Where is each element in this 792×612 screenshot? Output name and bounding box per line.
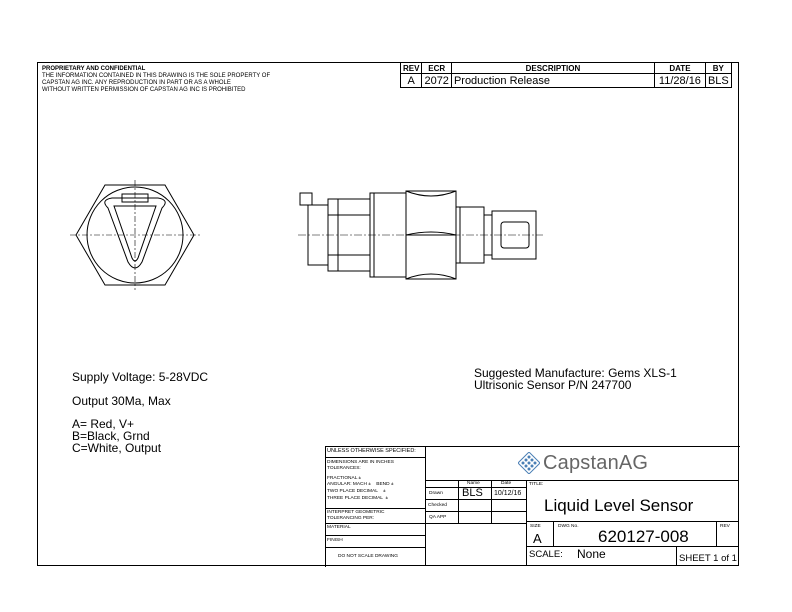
connector-body: [328, 199, 370, 271]
finish-label: FINISH: [327, 538, 343, 543]
dwg-no-label: DWG No.: [558, 524, 579, 529]
by-cell: BLS: [705, 74, 731, 88]
nut-chamfer: [406, 274, 456, 279]
tb-line: [325, 535, 425, 536]
tb-divider: [425, 446, 426, 566]
part-number-note: Ultrisonic Sensor P/N 247700: [474, 378, 632, 392]
sheet-number: SHEET 1 of 1: [679, 553, 737, 564]
qa-label: QA APP: [429, 515, 447, 520]
revision-table: [400, 62, 732, 88]
scale-label: SCALE:: [529, 549, 563, 560]
dims-label: DIMENSIONS ARE IN INCHES: [327, 460, 394, 465]
drawn-date: 10/12/16: [494, 490, 522, 497]
proprietary-line: THE INFORMATION CONTAINED IN THIS DRAWING IS THE SOLE PROPERTY OF: [42, 73, 271, 79]
three-place-label: THREE PLACE DECIMAL ±: [327, 496, 389, 501]
rev-label: REV: [720, 524, 730, 529]
connector-latch: [300, 193, 312, 205]
tb-line: [676, 546, 677, 566]
material-label: MATERIAL: [327, 525, 351, 530]
name-header: Name: [467, 481, 480, 486]
proprietary-notice: [42, 66, 342, 94]
proprietary-title: PROPRIETARY AND CONFIDENTIAL: [42, 66, 146, 72]
tolerances-label: TOLERANCES:: [327, 466, 361, 471]
tb-line: [425, 523, 526, 524]
tb-line: [526, 521, 739, 522]
size-label: SIZE: [530, 524, 541, 529]
fractional-label: FRACTIONAL ±: [327, 476, 362, 481]
nut-chamfer: [406, 191, 456, 196]
tb-line: [553, 521, 554, 546]
drawing-title: Liquid Level Sensor: [544, 496, 694, 515]
ecr-header: ECR: [422, 63, 451, 74]
tb-line: [325, 523, 425, 524]
supply-voltage-note: Supply Voltage: 5-28VDC: [72, 370, 209, 384]
capstan-logo: [518, 449, 648, 477]
rev-cell: A: [401, 74, 422, 88]
unless-specified: UNLESS OTHERWISE SPECIFIED:: [327, 448, 416, 454]
manufacturer-note: Suggested Manufacture: Gems XLS-1: [474, 366, 677, 380]
tb-line: [526, 546, 739, 547]
sensor-side-view: [298, 185, 543, 285]
scale-value: None: [577, 547, 606, 561]
proprietary-line: CAPSTAN AG INC. ANY REPRODUCTION IN PART OR AS A WHOLE: [42, 80, 231, 86]
interpret-label: INTERPRET GEOMETRIC: [327, 510, 385, 515]
sensor-front-view: [70, 180, 200, 290]
title-label: TITLE:: [529, 482, 544, 487]
rev-header: REV: [401, 63, 422, 74]
proprietary-line: WITHOUT WRITTEN PERMISSION OF CAPSTAN AG INC IS PROHIBITED: [42, 87, 246, 93]
tb-line: [425, 499, 526, 500]
tb-line: [526, 480, 527, 566]
checked-label: Checked: [428, 503, 447, 508]
dwg-number: 620127-008: [598, 527, 689, 546]
tb-line: [325, 457, 425, 458]
drawn-name: BLS: [462, 487, 483, 499]
output-note: Output 30Ma, Max: [72, 394, 171, 408]
description-header: DESCRIPTION: [451, 63, 654, 74]
date-header: Date: [501, 481, 512, 486]
tb-line: [716, 521, 717, 546]
size-value: A: [533, 531, 542, 546]
date-header: DATE: [654, 63, 705, 74]
angular-label: ANGULAR: MACH ± BEND ±: [327, 482, 394, 487]
no-scale-label: DO NOT SCALE DRAWING: [338, 554, 398, 559]
date-cell: 11/28/16: [654, 74, 705, 88]
wire-c-note: C=White, Output: [72, 441, 162, 455]
two-place-label: TWO PLACE DECIMAL ±: [327, 489, 386, 494]
by-header: BY: [705, 63, 731, 74]
description-cell: Production Release: [451, 74, 654, 88]
wire-b-note: B=Black, Grnd: [72, 429, 150, 443]
tb-line: [425, 511, 526, 512]
wire-a-note: A= Red, V+: [72, 417, 135, 431]
tb-line: [325, 508, 425, 509]
drawn-label: Drawn: [429, 491, 443, 496]
ecr-cell: 2072: [422, 74, 451, 88]
logo-text: CapstanAG: [543, 451, 649, 474]
tb-line: [325, 547, 425, 548]
logo-mark-icon: [518, 452, 540, 474]
interpret-label-2: TOLERANCING PER:: [327, 516, 375, 521]
